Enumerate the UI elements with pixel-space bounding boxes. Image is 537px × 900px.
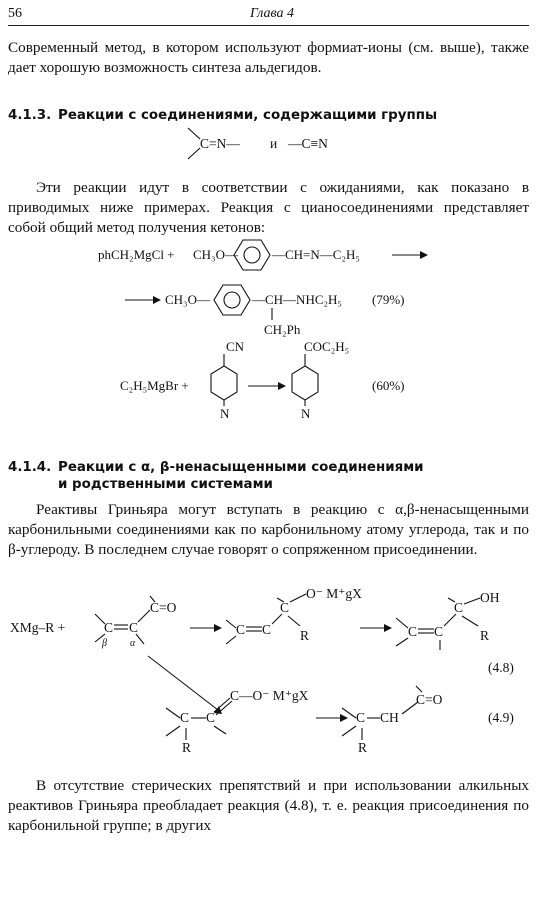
alcohol-c3: C [454,600,464,615]
benzene-ring-1 [234,240,270,270]
reagent-benzylmagnesium: phCH₂MgCl + [98,247,175,262]
functional-groups-formula [170,124,370,166]
intro-paragraph: Современный метод, в котором используют формиат-ионы (см. выше), также дает хорошую возможность синтеза альдегидов. [8,39,529,76]
section-413-number: 4.1.3. [8,108,52,123]
pyridine-ring-1 [211,366,237,400]
section-414-title-line2: и родственными системами [58,477,273,492]
yield-60: (60%) [372,378,405,393]
scheme-conjugate-addition [0,580,537,760]
pyridine-n-1: N [220,406,230,421]
reactant-c-alpha: C [129,620,139,635]
conjunction: и [270,136,278,151]
pyridine-ring-2 [292,366,318,400]
alkoxide-c1: C [236,622,246,637]
yield-79: (79%) [372,292,405,307]
alcohol-r: R [480,628,490,643]
header-rule [8,25,529,26]
nitrile-group: —C≡N [288,136,328,151]
scheme-cyano-reactions [0,236,537,426]
hydroxyl-group: OH [480,590,500,605]
reagent-ethylmagnesium: C₂H₅MgBr + [120,378,189,393]
beta-label: β [102,638,107,649]
enolate-r: R [182,740,192,755]
reactant-carbonyl: C=O [150,600,177,615]
benzene-ring-2 [214,285,250,315]
methoxy-group: CH₃O— [193,247,238,262]
page-number: 56 [8,6,22,21]
alkoxide-c2: C [262,622,272,637]
ketone-ch: CH [380,710,399,725]
alpha-label: α [130,638,136,649]
enolate-group: C—O⁻ M⁺gX [230,688,309,703]
equation-4-9: (4.9) [488,710,514,725]
closing-paragraph: В отсутствие стерических препятствий и при использовании алкильных реактивов Гриньяра преобладает реакция (4.8), т. е. реакция присоединения по карбонильной группе; в других [8,777,529,834]
section-414-number: 4.1.4. [8,460,52,475]
imine-group: C=N— [200,136,240,151]
ketone-carbonyl: C=O [416,692,443,707]
equation-4-8: (4.8) [488,660,514,675]
enolate-c2: C [206,710,216,725]
section-413-heading [8,107,529,124]
ketone-c1: C [356,710,366,725]
product-amine-chain: —CH—NHC₂H₅ [252,292,342,307]
pyridine-n-2: N [301,406,311,421]
reactant-c-beta: C [104,620,114,635]
alcohol-c1: C [408,624,418,639]
section-414-title-line1: Реакции с α, β-ненасыщенными соединениями [58,460,424,475]
cn-substituent: CN [226,339,245,354]
alkoxide-r: R [300,628,310,643]
reaction-arrow-6 [148,656,218,710]
benzyl-group: CH₂Ph [264,322,301,337]
section-414-paragraph: Реактивы Гриньяра могут вступать в реакцию с α,β-ненасыщенными карбонильными соединениями как по карбонильному атому углерода, так и по β-углероду. В последнем случае говорят о сопряженном присоединении. [8,501,529,558]
ketone-r: R [358,740,368,755]
section-414-heading [8,459,529,493]
product-methoxy: CH₃O— [165,292,210,307]
enolate-c1: C [180,710,190,725]
imine-chain: —CH=N—C₂H₅ [272,247,360,262]
alkoxide-c3: C [280,600,290,615]
section-413-title: Реакции с соединениями, содержащими группы [58,108,438,123]
section-413-paragraph: Эти реакции идут в соответствии с ожиданиями, как показано в приводимых ниже примерах. Реакция с цианосоединениями представляет собой общий метод получения кетонов: [8,179,529,236]
ketone-substituent: COC₂H₅ [304,339,350,354]
chapter-title: Глава 4 [250,6,294,21]
alkoxide-group: O⁻ M⁺gX [306,586,362,601]
alcohol-c2: C [434,624,444,639]
grignard-reagent: XMg–R + [10,620,66,635]
